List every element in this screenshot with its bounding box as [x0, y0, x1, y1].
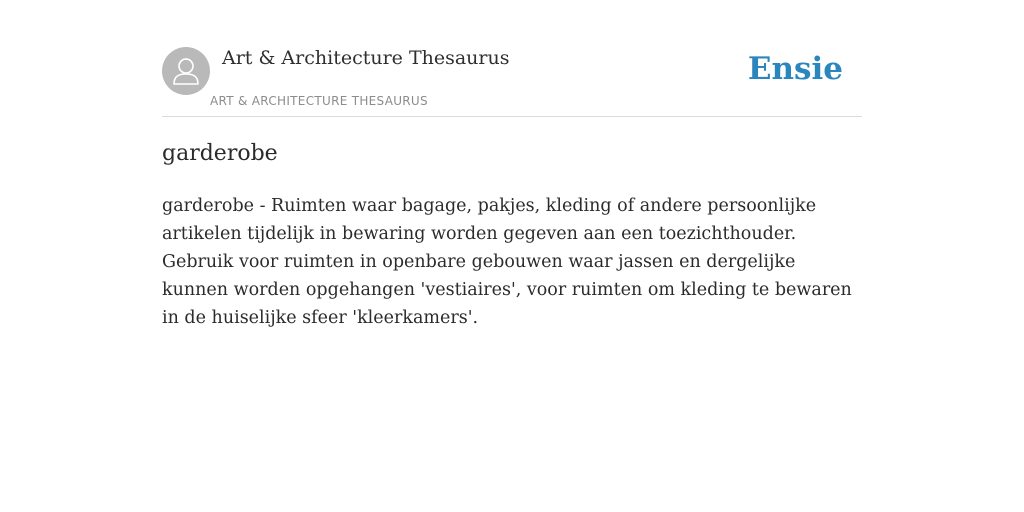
- person-icon: [162, 47, 210, 95]
- entry-definition: garderobe - Ruimten waar bagage, pakjes, kleding of andere persoonlijke artikelen tijdelijk in bewaring worden gegeven aan een toezichthouder. Gebruik voor ruimten in openbare gebouwen waar jassen en dergelijke kunnen worden opgehangen 'vestiaires', voor ruimten om kleding te bewaren in de huiselijke sfeer 'kleerkamers'.: [162, 196, 852, 328]
- user-avatar-icon[interactable]: [162, 47, 210, 95]
- category-label[interactable]: ART & ARCHITECTURE THESAURUS: [210, 94, 428, 108]
- page-header: [162, 0, 862, 117]
- page-container: [162, 0, 862, 328]
- ensie-logo[interactable]: Ensie: [747, 51, 843, 87]
- author-name[interactable]: Art & Architecture Thesaurus: [222, 47, 510, 69]
- entry-title: garderobe: [162, 141, 278, 166]
